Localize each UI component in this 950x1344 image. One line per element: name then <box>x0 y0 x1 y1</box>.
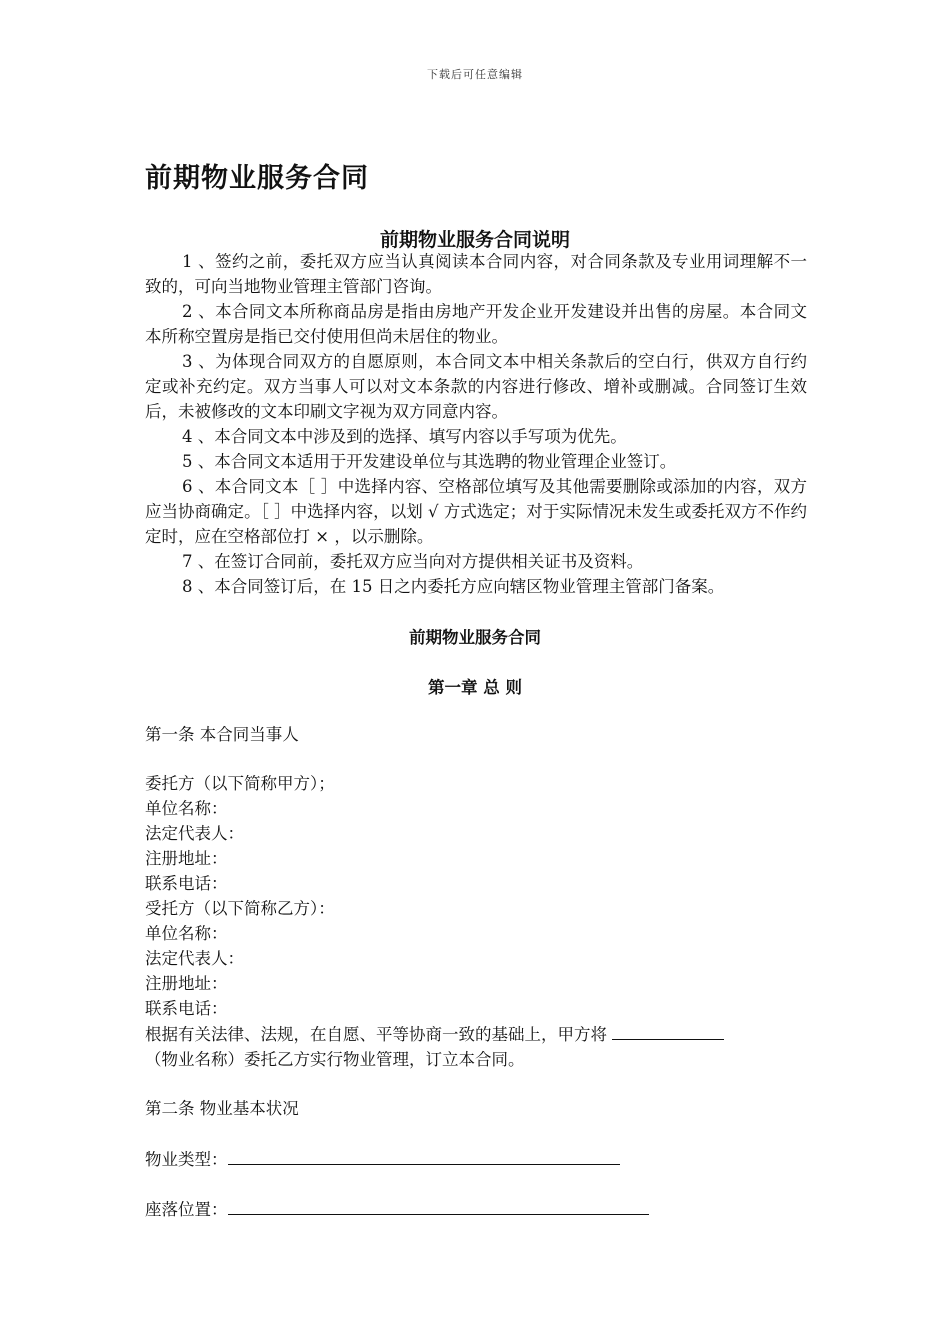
party-a-heading: 委托方（以下简称甲方）； <box>145 774 335 793</box>
party-b-legal-rep: 法定代表人： <box>145 949 244 968</box>
explanation-list <box>145 249 807 599</box>
agreement-line-1 <box>145 1021 807 1047</box>
location-blank[interactable] <box>228 1196 649 1215</box>
contract-title: 前期物业服务合同 <box>409 628 541 647</box>
explanation-item: 2 、本合同文本所称商品房是指由房地产开发企业开发建设并出售的房屋。本合同文本所称空置房是指已交付使用但尚未居住的物业。 <box>145 302 807 346</box>
property-type-blank[interactable] <box>228 1146 620 1165</box>
explanation-item: 6 、本合同文本［ ］中选择内容、空格部位填写及其他需要删除或添加的内容，双方应当协商确定。［ ］中选择内容，以划 √ 方式选定；对于实际情况未发生或委托双方不作约定时，应在空格部位打 × ，以示删除。 <box>145 477 807 546</box>
location-row <box>145 1196 649 1222</box>
explanation-item: 1 、签约之前，委托双方应当认真阅读本合同内容，对合同条款及专业用词理解不一致的，可向当地物业管理主管部门咨询。 <box>145 252 807 296</box>
explanation-item: 5 、本合同文本适用于开发建设单位与其选聘的物业管理企业签订。 <box>182 452 677 471</box>
explanation-item: 7 、在签订合同前，委托双方应当向对方提供相关证书及资料。 <box>182 552 644 571</box>
article-2-heading: 第二条 物业基本状况 <box>145 1099 299 1118</box>
party-b-unit-name: 单位名称： <box>145 924 228 943</box>
article-1-heading: 第一条 本合同当事人 <box>145 725 299 744</box>
explanation-item: 4 、本合同文本中涉及到的选择、填写内容以手写项为优先。 <box>182 427 627 446</box>
agreement-line-2: （物业名称）委托乙方实行物业管理，订立本合同。 <box>145 1050 525 1069</box>
party-b-heading: 受托方（以下简称乙方）： <box>145 899 335 918</box>
explanation-item: 8 、本合同签订后，在 15 日之内委托方应向辖区物业管理主管部门备案。 <box>182 577 725 596</box>
parties-block <box>145 771 807 1072</box>
party-b-address: 注册地址： <box>145 974 228 993</box>
header-note: 下载后可任意编辑 <box>427 68 523 81</box>
property-type-label: 物业类型： <box>145 1150 228 1169</box>
explanation-title: 前期物业服务合同说明 <box>379 229 570 251</box>
property-name-blank[interactable] <box>612 1021 724 1040</box>
agreement-text: 根据有关法律、法规，在自愿、平等协商一致的基础上，甲方将 <box>145 1025 607 1044</box>
party-a-phone: 联系电话： <box>145 874 228 893</box>
chapter-heading: 第一章 总 则 <box>428 678 522 697</box>
property-type-row <box>145 1146 620 1172</box>
party-a-unit-name: 单位名称： <box>145 799 228 818</box>
party-a-address: 注册地址： <box>145 849 228 868</box>
explanation-item: 3 、为体现合同双方的自愿原则，本合同文本中相关条款后的空白行，供双方自行约定或补充约定。双方当事人可以对文本条款的内容进行修改、增补或删减。合同签订生效后，未被修改的文本印刷文字视为双方同意内容。 <box>145 352 807 421</box>
document-title: 前期物业服务合同 <box>145 163 369 194</box>
location-label: 座落位置： <box>145 1200 228 1219</box>
party-b-phone: 联系电话： <box>145 999 228 1018</box>
party-a-legal-rep: 法定代表人： <box>145 824 244 843</box>
